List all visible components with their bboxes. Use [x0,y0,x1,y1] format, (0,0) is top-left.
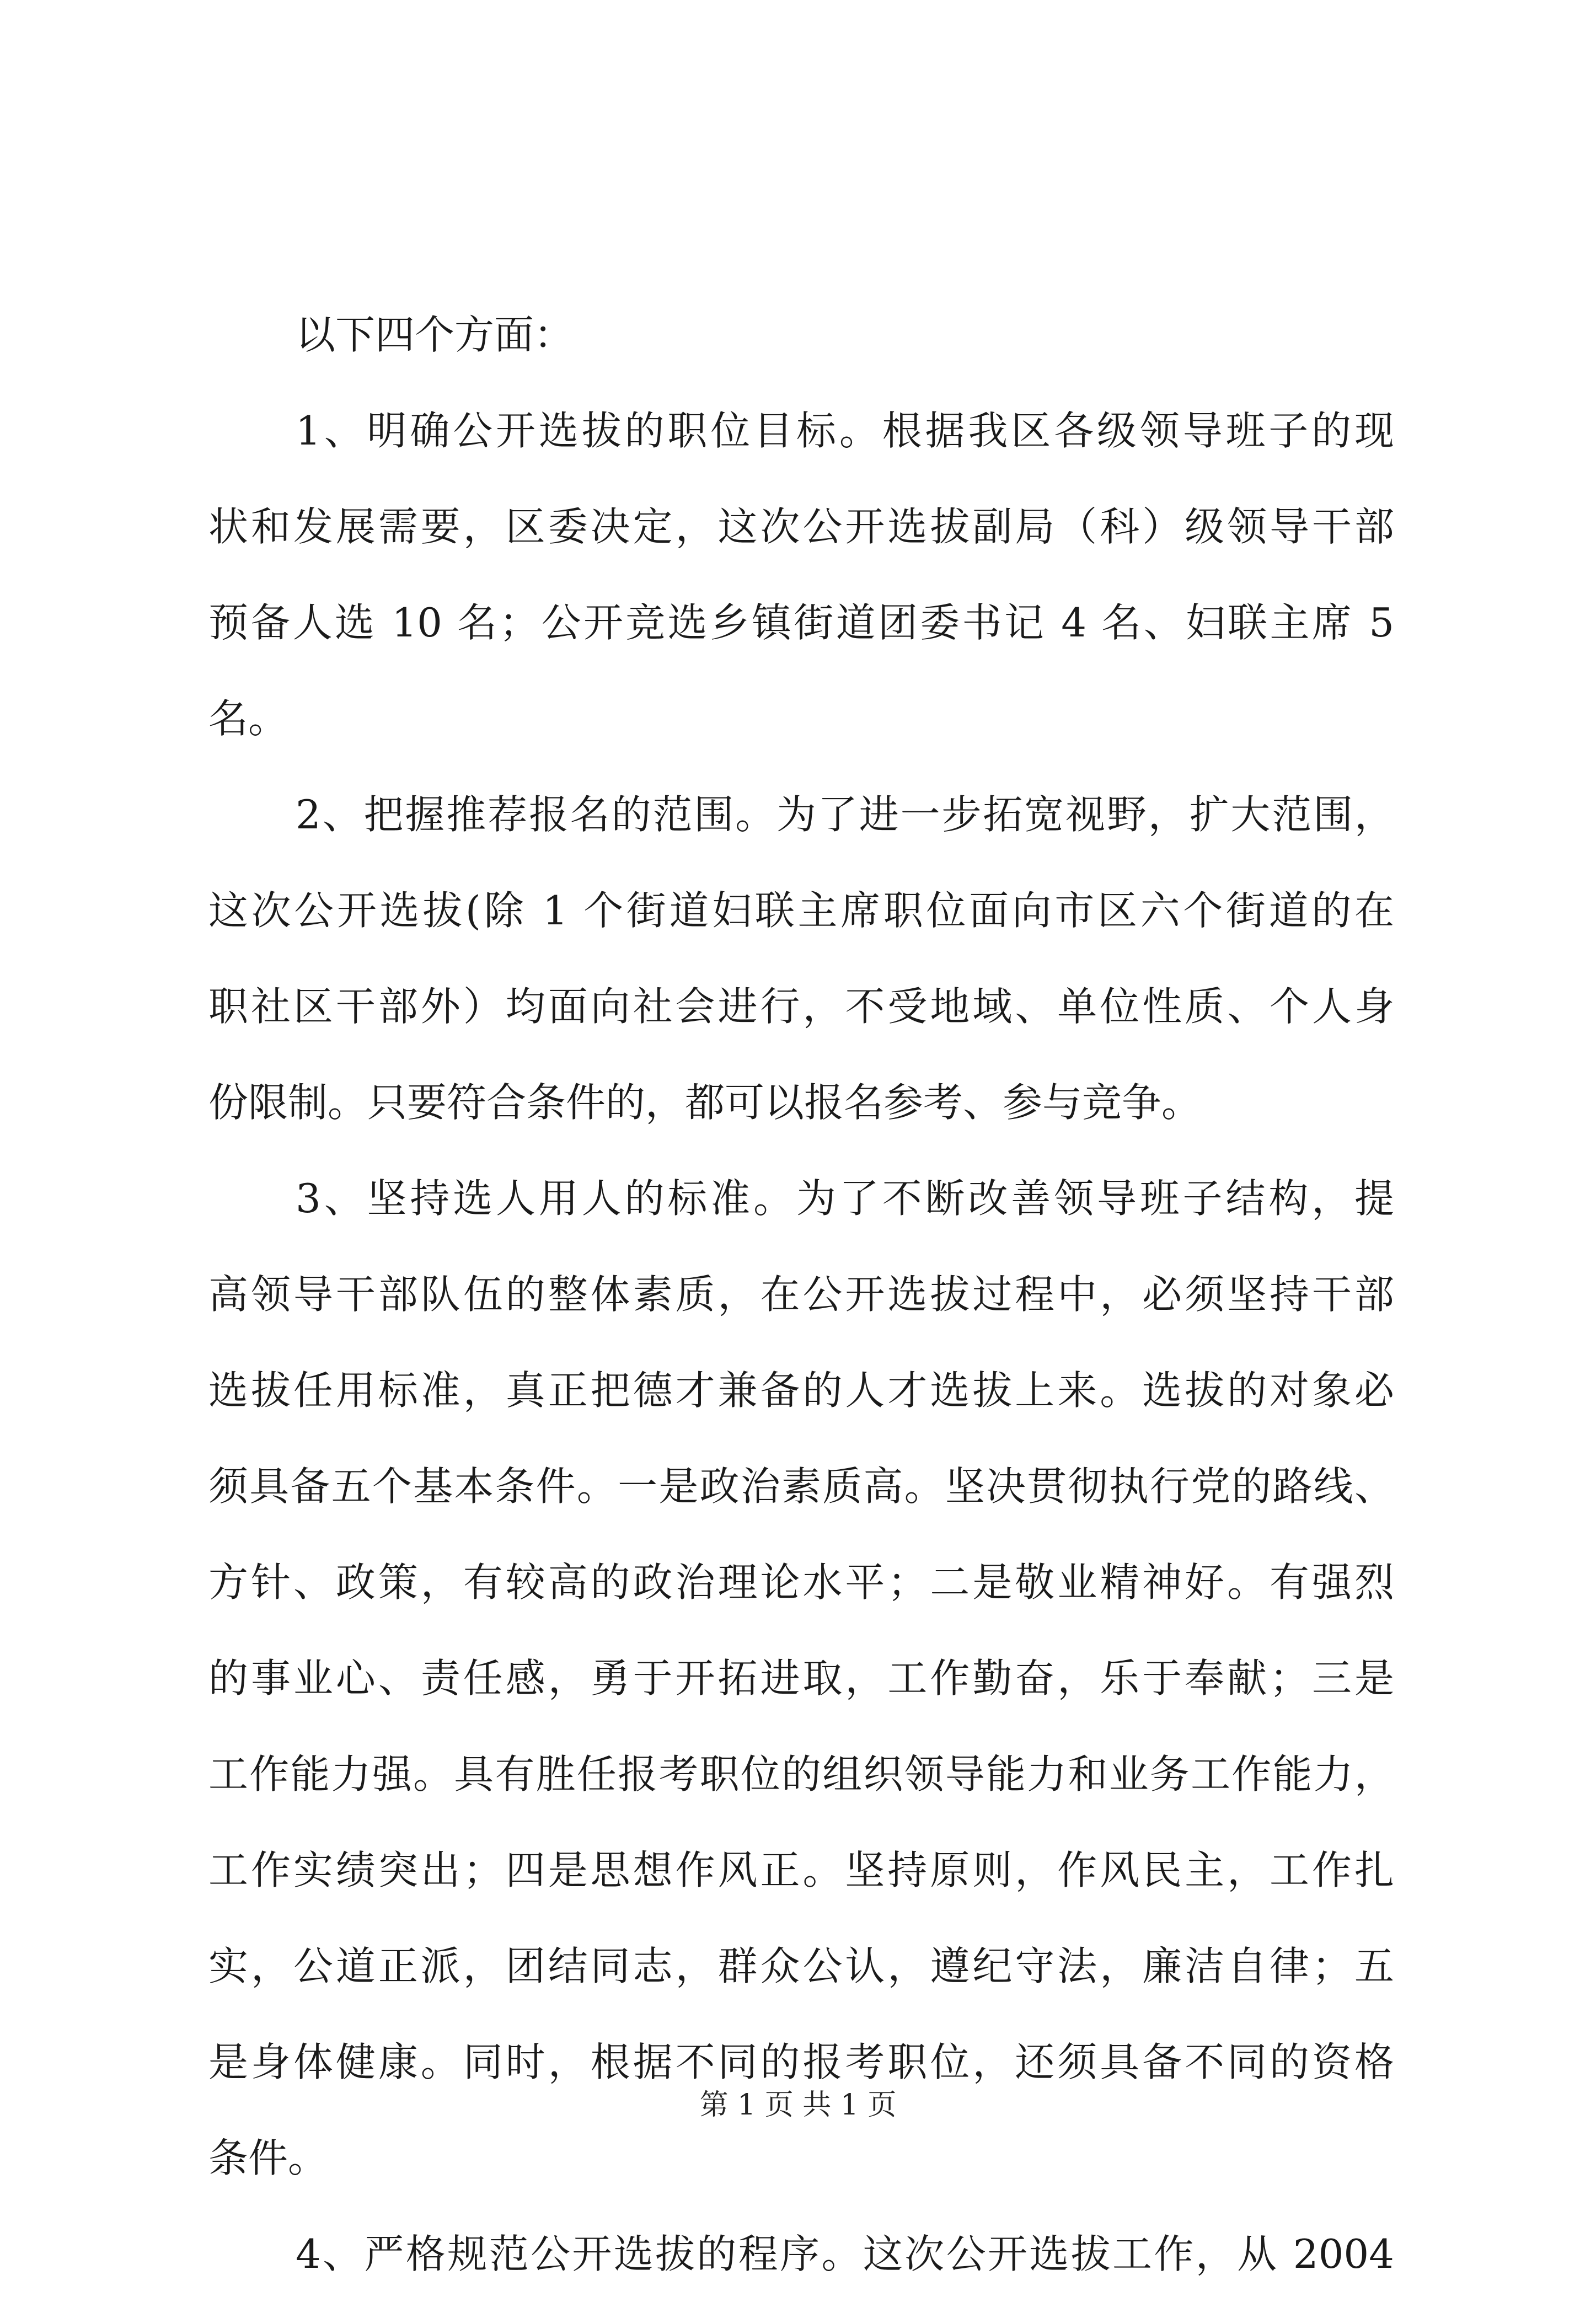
text-line: 须具备五个基本条件。一是政治素质高。坚决贯彻执行党的路线、 [208,1463,1394,1509]
text-line: 名。 [208,695,288,742]
text-line: 高领导干部队伍的整体素质，在公开选拔过程中，必须坚持干部 [208,1271,1394,1318]
text-line: 工作能力强。具有胜任报考职位的组织领导能力和业务工作能力， [208,1751,1394,1797]
text-line: 是身体健康。同时，根据不同的报考职位，还须具备不同的资格 [208,2039,1394,2085]
text-line: 选拔任用标准，真正把德才兼备的人才选拔上来。选拔的对象必 [208,1367,1394,1414]
text-line: 3、坚持选人用人的标准。为了不断改善领导班子结构，提 [296,1175,1394,1222]
text-line: 实，公道正派，团结同志，群众公认，遵纪守法，廉洁自律；五 [208,1943,1394,1989]
text-line: 的事业心、责任感，勇于开拓进取，工作勤奋，乐于奉献；三是 [208,1655,1394,1701]
text-line: 职社区干部外）均面向社会进行，不受地域、单位性质、个人身 [208,983,1394,1030]
text-line: 以下四个方面： [296,312,574,358]
text-line: 这次公开选拔(除 1 个街道妇联主席职位面向市区六个街道的在 [208,887,1394,934]
text-line: 工作实绩突出；四是思想作风正。坚持原则，作风民主，工作扎 [208,1847,1394,1893]
text-line: 4、严格规范公开选拔的程序。这次公开选拔工作，从 2004 [296,2231,1394,2277]
document-body [208,287,1394,2302]
text-line: 1、明确公开选拔的职位目标。根据我区各级领导班子的现 [296,408,1394,454]
text-line: 方针、政策，有较高的政治理论水平；二是敬业精神好。有强烈 [208,1559,1394,1605]
text-line: 条件。 [208,2135,328,2181]
text-line: 预备人选 10 名；公开竞选乡镇街道团委书记 4 名、妇联主席 5 [208,599,1394,646]
text-line: 份限制。只要符合条件的，都可以报名参考、参与竞争。 [208,1079,1202,1126]
text-line: 2、把握推荐报名的范围。为了进一步拓宽视野，扩大范围， [296,791,1394,838]
text-line: 状和发展需要，区委决定，这次公开选拔副局（科）级领导干部 [208,504,1394,550]
page-footer: 第 1 页 共 1 页 [699,2089,897,2122]
